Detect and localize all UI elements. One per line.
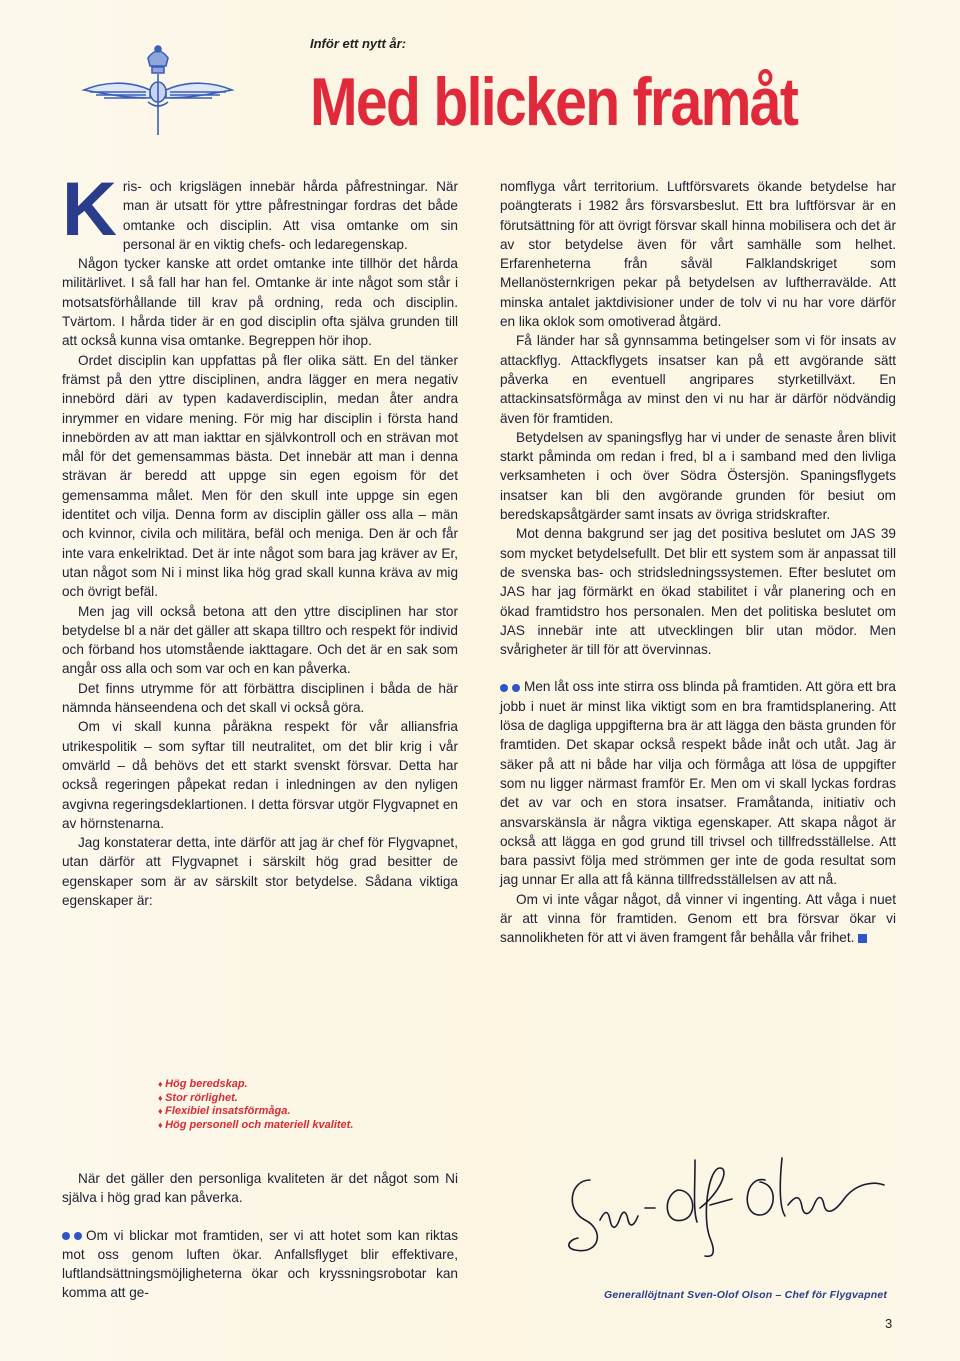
drop-cap: K xyxy=(62,167,117,252)
page-number: 3 xyxy=(885,1316,893,1331)
paragraph: Om vi inte vågar något, då vinner vi ingenting. Att våga i nuet är att vinna för framtiden. Genom ett bra försvar ökar vi sannolikheten för att vi även framgent får behålla vår frihet. xyxy=(500,891,896,946)
intro-paragraph: Kris- och krigslägen innebär hårda påfrestningar. När man är utsatt för yttre påfrestningar fordras det både omtanke och disciplin. Att visa omtanke om sin personal är en viktig chefs- och ledaregenskap. xyxy=(62,167,458,252)
paragraph: Jag konstaterar detta, inte därför att jag är chef för Flygvapnet, utan därför att Flygvapnet i särskilt hög grad besitter de egenskaper som är av särskilt stor betydelse. Sådana viktiga egenskaper är: xyxy=(62,835,458,908)
list-item: ♦ Hög beredskap. xyxy=(158,1078,353,1092)
paragraph: Ordet disciplin kan uppfattas på fler olika sätt. En del tänker främst på den yttre disciplinen, andra lägger en mera negativ innebörd däri av typen kadaverdisciplin, medan åter andra inrymmer en vidare mening. För mig har disciplin i första hand innebörden av att man iakttar en självkontroll och en strävan mot mål för det gemensammas bästa. Det innebär att man i denna strävan är beredd att uppge sin egen egoism för det gemensamma målet. Men för den skull inte uppge sin egen identitet och vilja. Denna form av disciplin gäller oss alla – män och kvinnor, civila och militära, befäl och meniga. Den är och får inte vara enkelriktad. Det är inte något som bara jag kräver av Er, utan något som Ni i minst lika hög grad skall kunna kräva av mig och övrigt befäl. xyxy=(62,352,458,600)
section-paragraph: Men låt oss inte stirra oss blinda på framtiden. Att göra ett bra jobb i nuet är minst lika viktigt som en bra framtidsplanering. Att lösa de dagliga uppgifterna bra är att lägga den bästa grunden för framtiden. Det skapar också respekt både inåt och utåt. Jag är säker på att ni både har vilja och förmåga att lösa de uppgifter som nu ligger närmast framför Er. Men om vi skall lyckas fordras det av var och en stora insatser. Framåtanda, initiativ och ansvarskänsla är några viktiga egenskaper. Att skapa något är också att lägga en god grund till trivsel och tillfredsställelse. Att bara passivt följa med strömmen ger inte de goda resultat som jag unnar Er alla att få känna tillfredsställelsen av att nå. xyxy=(500,679,896,888)
paragraph: Det finns utrymme för att förbättra disciplinen i båda de här nämnda hänseendena och det skall vi också göra. xyxy=(62,680,458,716)
bullet-dot-icon xyxy=(512,684,520,692)
paragraph: När det gäller den personliga kvaliteten är det något som Ni själva i hög grad kan påverka. xyxy=(62,1171,458,1206)
list-item: ♦ Hög personell och materiell kvalitet. xyxy=(158,1119,353,1133)
paragraph: Om vi skall kunna påräkna respekt för vår alliansfria utrikespolitik – som syftar till neutralitet, om det blir krig i vår omvärld – då behövs det ett starkt svenskt försvar. Detta har också regeringen påpekat redan i inledningen av den nyligen avgivna regeringsdeklartionen. I detta försvar utgör Flygvapnet en av hörnstenarna. xyxy=(62,719,458,831)
bottom-left-column xyxy=(62,1169,458,1303)
left-column xyxy=(62,167,458,910)
air-force-wings-emblem-icon xyxy=(78,40,238,140)
end-mark-icon xyxy=(858,934,867,943)
paragraph: Betydelsen av spaningsflyg har vi under de senaste åren blivit starkt påminda om redan i fred, bl a i samband med den livliga verksamheten i och över Södra Östersjön. Spaningsflygets insatser kan bli den avgörande grunden för besiut om beredskapsåtgärder samt insats av övriga stridskrafter. xyxy=(500,429,896,523)
handwritten-signature-icon xyxy=(560,1150,890,1260)
bullet-dot-icon xyxy=(74,1232,82,1240)
paragraph: nomflyga vårt territorium. Luftförsvarets ökande betydelse har poängterats i 1982 års försvarsbeslut. Ett bra luftförsvar är en förutsättning för att övrigt försvar skall hinna mobilisera och det är av stor betydelse även för vårt samhälle som helhet. Erfarenheterna från såväl Falklandskriget som Mellanösternkrigen pekar på betydelsen av luftherravälde. Att minska antalet jaktdivisioner under de tolv vi nu har vore därför en lika oklok som omotiverad åtgärd. xyxy=(500,179,896,330)
paragraph: Mot denna bakgrund ser jag det positiva beslutet om JAS 39 som mycket betydelsefullt. Det blir ett system som är anpassat till de svenska bas- och stridsledningssystemen. Efter beslutet om JAS har jag förmärkt en ökad stabilitet i vår planering och en ökad framtidstro hos personalen. Men det politiska beslutet om JAS innebär inte att utvecklingen blir utan mödor. Men svårigheter är till för att övervinnas. xyxy=(500,526,896,658)
kicker: Inför ett nytt år: xyxy=(310,36,407,51)
bullet-dot-icon xyxy=(500,684,508,692)
right-column xyxy=(500,177,896,948)
paragraph: Någon tycker kanske att ordet omtanke inte tillhör det hårda militärlivet. I så fall har han fel. Omtanke är inte något som står i motsatsförhållande till krav på ordning, reda och disciplin. Tvärtom. I hårda tider är en god disciplin ofta själva grunden till att också kunna visa omtanke. Begreppen hör ihop. xyxy=(62,256,458,349)
list-item: ♦ Stor rörlighet. xyxy=(158,1092,353,1106)
list-item: ♦ Flexibiel insatsförmåga. xyxy=(158,1105,353,1119)
paragraph: Men jag vill också betona att den yttre disciplinen har stor betydelse bl a när det gäller att skapa tilltro och respekt för individ och förband hos utomstående iakttagare. Och det är en sak som angår oss alla och som var och en kan påverka. xyxy=(62,603,458,677)
qualities-list xyxy=(158,1078,353,1132)
headline: Med blicken framåt xyxy=(310,64,798,140)
section-paragraph: Om vi blickar mot framtiden, ser vi att hotet som kan riktas mot oss genom luften ökar. Anfallsflyget blir effektivare, luftlandsättningsmöjligheterna ökar och kryssningsrobotar kan komma att ge- xyxy=(62,1227,458,1301)
bullet-dot-icon xyxy=(62,1232,70,1240)
paragraph: Få länder har så gynnsamma betingelser som vi för insats av attackflyg. Attackflygets insatser kan på ett avgörande sätt påverka en eventuell angripares styrketillväxt. En attackinsatsförmåga av minst den vi nu har är därför nödvändig även för framtiden. xyxy=(500,333,896,426)
signature-caption: Generallöjtnant Sven-Olof Olson – Chef för Flygvapnet xyxy=(604,1289,888,1301)
